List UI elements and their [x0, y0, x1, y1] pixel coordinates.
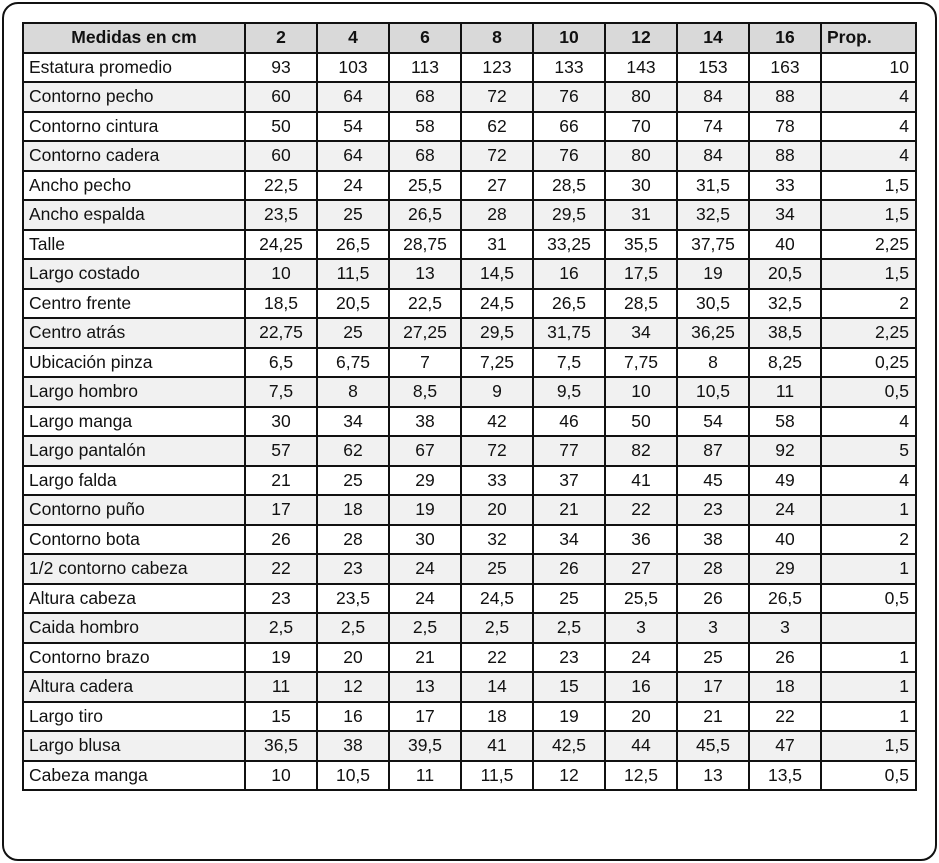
table-cell: 77 — [533, 436, 605, 466]
table-cell: 24,5 — [461, 584, 533, 614]
table-cell: 23 — [677, 495, 749, 525]
prop-cell: 1 — [821, 643, 916, 673]
row-label: Contorno puño — [23, 495, 245, 525]
table-cell: 45,5 — [677, 731, 749, 761]
table-cell: 66 — [533, 112, 605, 142]
table-cell: 40 — [749, 230, 821, 260]
table-cell: 72 — [461, 436, 533, 466]
table-cell: 46 — [533, 407, 605, 437]
table-cell: 15 — [533, 672, 605, 702]
table-row — [23, 407, 916, 437]
prop-cell: 1,5 — [821, 259, 916, 289]
table-cell: 76 — [533, 82, 605, 112]
table-cell: 14 — [461, 672, 533, 702]
prop-cell: 1,5 — [821, 171, 916, 201]
table-cell: 27 — [605, 554, 677, 584]
table-row — [23, 171, 916, 201]
table-row — [23, 702, 916, 732]
table-cell: 24 — [317, 171, 389, 201]
table-cell: 11 — [749, 377, 821, 407]
table-cell: 34 — [533, 525, 605, 555]
table-cell: 26,5 — [389, 200, 461, 230]
table-row — [23, 761, 916, 791]
table-cell: 18 — [461, 702, 533, 732]
table-row — [23, 289, 916, 319]
table-cell: 36 — [605, 525, 677, 555]
table-cell: 38 — [317, 731, 389, 761]
table-cell: 93 — [245, 53, 317, 83]
table-cell: 2,5 — [245, 613, 317, 643]
table-cell: 22,5 — [245, 171, 317, 201]
prop-cell: 1,5 — [821, 200, 916, 230]
table-cell: 54 — [317, 112, 389, 142]
table-cell: 18 — [317, 495, 389, 525]
table-cell: 84 — [677, 141, 749, 171]
table-cell: 16 — [317, 702, 389, 732]
row-label: Estatura promedio — [23, 53, 245, 83]
table-cell: 20 — [605, 702, 677, 732]
table-cell: 32,5 — [677, 200, 749, 230]
table-cell: 21 — [389, 643, 461, 673]
prop-cell: 1,5 — [821, 731, 916, 761]
table-cell: 11,5 — [317, 259, 389, 289]
table-cell: 7,25 — [461, 348, 533, 378]
table-cell: 23,5 — [245, 200, 317, 230]
column-header-size-4: 4 — [317, 23, 389, 53]
prop-cell: 4 — [821, 141, 916, 171]
table-cell: 6,5 — [245, 348, 317, 378]
table-cell: 13 — [389, 259, 461, 289]
table-body — [23, 53, 916, 791]
table-cell: 12,5 — [605, 761, 677, 791]
table-cell: 2,5 — [461, 613, 533, 643]
table-cell: 19 — [245, 643, 317, 673]
table-cell: 24 — [389, 554, 461, 584]
table-cell: 34 — [605, 318, 677, 348]
table-row — [23, 53, 916, 83]
table-cell: 16 — [533, 259, 605, 289]
table-cell: 13,5 — [749, 761, 821, 791]
table-cell: 26 — [245, 525, 317, 555]
table-cell: 32,5 — [749, 289, 821, 319]
table-cell: 15 — [245, 702, 317, 732]
row-label: Contorno cintura — [23, 112, 245, 142]
table-cell: 22 — [605, 495, 677, 525]
table-cell: 67 — [389, 436, 461, 466]
table-cell: 80 — [605, 82, 677, 112]
table-cell: 17,5 — [605, 259, 677, 289]
table-cell: 21 — [677, 702, 749, 732]
table-cell: 133 — [533, 53, 605, 83]
table-cell: 163 — [749, 53, 821, 83]
size-chart-table — [22, 22, 917, 791]
row-label: Caida hombro — [23, 613, 245, 643]
table-cell: 47 — [749, 731, 821, 761]
row-label: Centro atrás — [23, 318, 245, 348]
table-cell: 50 — [245, 112, 317, 142]
table-cell: 23,5 — [317, 584, 389, 614]
prop-cell: 4 — [821, 112, 916, 142]
table-cell: 25 — [317, 200, 389, 230]
table-cell: 11 — [389, 761, 461, 791]
prop-cell: 4 — [821, 466, 916, 496]
table-cell: 50 — [605, 407, 677, 437]
row-label: Altura cadera — [23, 672, 245, 702]
table-cell: 58 — [389, 112, 461, 142]
table-cell: 22 — [461, 643, 533, 673]
table-cell: 25,5 — [605, 584, 677, 614]
table-cell: 25 — [317, 466, 389, 496]
table-cell: 113 — [389, 53, 461, 83]
table-cell: 72 — [461, 82, 533, 112]
prop-cell: 10 — [821, 53, 916, 83]
column-header-label: Medidas en cm — [23, 23, 245, 53]
table-row — [23, 259, 916, 289]
table-cell: 76 — [533, 141, 605, 171]
table-cell: 153 — [677, 53, 749, 83]
table-cell: 19 — [677, 259, 749, 289]
table-cell: 28,75 — [389, 230, 461, 260]
table-cell: 28,5 — [605, 289, 677, 319]
prop-cell: 2 — [821, 525, 916, 555]
table-cell: 24 — [605, 643, 677, 673]
table-cell: 28 — [317, 525, 389, 555]
row-label: Largo manga — [23, 407, 245, 437]
table-cell: 26,5 — [749, 584, 821, 614]
table-cell: 45 — [677, 466, 749, 496]
table-cell: 18,5 — [245, 289, 317, 319]
table-cell: 10,5 — [317, 761, 389, 791]
table-cell: 14,5 — [461, 259, 533, 289]
table-cell: 26 — [533, 554, 605, 584]
table-cell: 27 — [461, 171, 533, 201]
table-cell: 78 — [749, 112, 821, 142]
table-row — [23, 436, 916, 466]
row-label: Centro frente — [23, 289, 245, 319]
table-cell: 19 — [533, 702, 605, 732]
table-cell: 143 — [605, 53, 677, 83]
table-cell: 17 — [389, 702, 461, 732]
column-header-size-10: 10 — [533, 23, 605, 53]
column-header-size-16: 16 — [749, 23, 821, 53]
prop-cell: 4 — [821, 82, 916, 112]
prop-cell: 0,5 — [821, 761, 916, 791]
table-cell: 23 — [245, 584, 317, 614]
table-cell: 7,5 — [533, 348, 605, 378]
table-cell: 28 — [677, 554, 749, 584]
table-cell: 8,5 — [389, 377, 461, 407]
table-cell: 54 — [677, 407, 749, 437]
table-cell: 64 — [317, 82, 389, 112]
row-label: 1/2 contorno cabeza — [23, 554, 245, 584]
table-cell: 40 — [749, 525, 821, 555]
table-cell: 33,25 — [533, 230, 605, 260]
table-cell: 123 — [461, 53, 533, 83]
prop-cell: 0,25 — [821, 348, 916, 378]
table-cell: 26,5 — [533, 289, 605, 319]
table-cell: 88 — [749, 82, 821, 112]
table-cell: 31 — [605, 200, 677, 230]
column-header-size-12: 12 — [605, 23, 677, 53]
table-cell: 25,5 — [389, 171, 461, 201]
table-row — [23, 525, 916, 555]
table-cell: 60 — [245, 141, 317, 171]
table-cell: 38 — [389, 407, 461, 437]
row-label: Largo costado — [23, 259, 245, 289]
prop-cell: 2,25 — [821, 230, 916, 260]
table-cell: 10 — [245, 259, 317, 289]
table-cell: 70 — [605, 112, 677, 142]
table-cell: 26 — [749, 643, 821, 673]
table-cell: 3 — [677, 613, 749, 643]
prop-cell: 1 — [821, 702, 916, 732]
table-cell: 8 — [677, 348, 749, 378]
row-label: Contorno brazo — [23, 643, 245, 673]
table-cell: 8 — [317, 377, 389, 407]
table-cell: 25 — [461, 554, 533, 584]
column-header-prop: Prop. — [821, 23, 916, 53]
table-cell: 62 — [461, 112, 533, 142]
table-cell: 17 — [245, 495, 317, 525]
row-label: Largo hombro — [23, 377, 245, 407]
column-header-size-8: 8 — [461, 23, 533, 53]
table-cell: 41 — [461, 731, 533, 761]
table-cell: 30 — [245, 407, 317, 437]
table-cell: 7 — [389, 348, 461, 378]
table-row — [23, 82, 916, 112]
table-row — [23, 348, 916, 378]
table-cell: 30 — [389, 525, 461, 555]
table-cell: 20,5 — [749, 259, 821, 289]
table-cell: 21 — [245, 466, 317, 496]
table-cell: 10 — [605, 377, 677, 407]
table-cell: 8,25 — [749, 348, 821, 378]
table-cell: 28 — [461, 200, 533, 230]
row-label: Ancho espalda — [23, 200, 245, 230]
prop-cell: 1 — [821, 495, 916, 525]
prop-cell: 5 — [821, 436, 916, 466]
table-cell: 22,5 — [389, 289, 461, 319]
table-cell: 7,5 — [245, 377, 317, 407]
row-label: Ubicación pinza — [23, 348, 245, 378]
table-cell: 11 — [245, 672, 317, 702]
table-cell: 88 — [749, 141, 821, 171]
table-cell: 25 — [677, 643, 749, 673]
table-cell: 29 — [749, 554, 821, 584]
table-row — [23, 643, 916, 673]
table-row — [23, 112, 916, 142]
table-cell: 58 — [749, 407, 821, 437]
table-cell: 13 — [389, 672, 461, 702]
table-cell: 23 — [317, 554, 389, 584]
table-cell: 29,5 — [461, 318, 533, 348]
table-cell: 24 — [749, 495, 821, 525]
table-cell: 7,75 — [605, 348, 677, 378]
table-cell: 29,5 — [533, 200, 605, 230]
prop-cell: 1 — [821, 554, 916, 584]
table-cell: 34 — [749, 200, 821, 230]
prop-cell: 2,25 — [821, 318, 916, 348]
column-header-size-2: 2 — [245, 23, 317, 53]
table-cell: 42 — [461, 407, 533, 437]
table-cell: 31 — [461, 230, 533, 260]
row-label: Cabeza manga — [23, 761, 245, 791]
table-cell: 26,5 — [317, 230, 389, 260]
row-label: Ancho pecho — [23, 171, 245, 201]
row-label: Altura cabeza — [23, 584, 245, 614]
table-cell: 29 — [389, 466, 461, 496]
table-row — [23, 318, 916, 348]
table-cell: 26 — [677, 584, 749, 614]
table-cell: 27,25 — [389, 318, 461, 348]
table-cell: 38,5 — [749, 318, 821, 348]
row-label: Contorno cadera — [23, 141, 245, 171]
table-row — [23, 377, 916, 407]
prop-cell: 0,5 — [821, 584, 916, 614]
table-cell: 17 — [677, 672, 749, 702]
table-cell: 84 — [677, 82, 749, 112]
table-cell: 38 — [677, 525, 749, 555]
table-row — [23, 141, 916, 171]
table-cell: 42,5 — [533, 731, 605, 761]
table-cell: 16 — [605, 672, 677, 702]
prop-cell: 4 — [821, 407, 916, 437]
table-cell: 103 — [317, 53, 389, 83]
table-cell: 18 — [749, 672, 821, 702]
row-label: Largo pantalón — [23, 436, 245, 466]
table-cell: 22,75 — [245, 318, 317, 348]
row-label: Contorno bota — [23, 525, 245, 555]
table-row — [23, 495, 916, 525]
table-cell: 9,5 — [533, 377, 605, 407]
table-cell: 2,5 — [389, 613, 461, 643]
table-cell: 20 — [461, 495, 533, 525]
table-cell: 13 — [677, 761, 749, 791]
table-cell: 49 — [749, 466, 821, 496]
row-label: Largo tiro — [23, 702, 245, 732]
prop-cell — [821, 613, 916, 643]
table-cell: 30 — [605, 171, 677, 201]
table-cell: 82 — [605, 436, 677, 466]
table-cell: 25 — [533, 584, 605, 614]
table-cell: 12 — [533, 761, 605, 791]
table-cell: 80 — [605, 141, 677, 171]
prop-cell: 0,5 — [821, 377, 916, 407]
table-cell: 64 — [317, 141, 389, 171]
table-row — [23, 613, 916, 643]
table-row — [23, 672, 916, 702]
table-cell: 87 — [677, 436, 749, 466]
table-row — [23, 584, 916, 614]
table-cell: 22 — [749, 702, 821, 732]
table-cell: 10,5 — [677, 377, 749, 407]
table-cell: 36,5 — [245, 731, 317, 761]
prop-cell: 1 — [821, 672, 916, 702]
column-header-size-14: 14 — [677, 23, 749, 53]
table-cell: 39,5 — [389, 731, 461, 761]
table-row — [23, 731, 916, 761]
row-label: Largo blusa — [23, 731, 245, 761]
row-label: Talle — [23, 230, 245, 260]
table-cell: 20,5 — [317, 289, 389, 319]
table-cell: 28,5 — [533, 171, 605, 201]
table-row — [23, 200, 916, 230]
table-cell: 20 — [317, 643, 389, 673]
table-cell: 37,75 — [677, 230, 749, 260]
table-cell: 44 — [605, 731, 677, 761]
table-cell: 6,75 — [317, 348, 389, 378]
table-cell: 33 — [461, 466, 533, 496]
table-cell: 57 — [245, 436, 317, 466]
table-cell: 34 — [317, 407, 389, 437]
table-cell: 68 — [389, 141, 461, 171]
table-cell: 24 — [389, 584, 461, 614]
table-cell: 10 — [245, 761, 317, 791]
table-cell: 33 — [749, 171, 821, 201]
table-cell: 19 — [389, 495, 461, 525]
table-cell: 3 — [605, 613, 677, 643]
column-header-size-6: 6 — [389, 23, 461, 53]
table-cell: 35,5 — [605, 230, 677, 260]
table-cell: 9 — [461, 377, 533, 407]
table-row — [23, 230, 916, 260]
table-cell: 30,5 — [677, 289, 749, 319]
row-label: Largo falda — [23, 466, 245, 496]
table-cell: 74 — [677, 112, 749, 142]
table-cell: 41 — [605, 466, 677, 496]
table-cell: 23 — [533, 643, 605, 673]
table-cell: 37 — [533, 466, 605, 496]
table-cell: 2,5 — [533, 613, 605, 643]
table-cell: 24,25 — [245, 230, 317, 260]
table-cell: 60 — [245, 82, 317, 112]
table-cell: 22 — [245, 554, 317, 584]
table-cell: 12 — [317, 672, 389, 702]
table-cell: 92 — [749, 436, 821, 466]
table-cell: 31,75 — [533, 318, 605, 348]
table-cell: 25 — [317, 318, 389, 348]
prop-cell: 2 — [821, 289, 916, 319]
table-cell: 62 — [317, 436, 389, 466]
table-cell: 24,5 — [461, 289, 533, 319]
table-row — [23, 466, 916, 496]
table-row — [23, 554, 916, 584]
table-cell: 68 — [389, 82, 461, 112]
table-cell: 21 — [533, 495, 605, 525]
table-cell: 31,5 — [677, 171, 749, 201]
header-row — [23, 23, 916, 53]
table-cell: 72 — [461, 141, 533, 171]
table-cell: 36,25 — [677, 318, 749, 348]
table-cell: 2,5 — [317, 613, 389, 643]
table-cell: 11,5 — [461, 761, 533, 791]
row-label: Contorno pecho — [23, 82, 245, 112]
table-cell: 3 — [749, 613, 821, 643]
table-cell: 32 — [461, 525, 533, 555]
